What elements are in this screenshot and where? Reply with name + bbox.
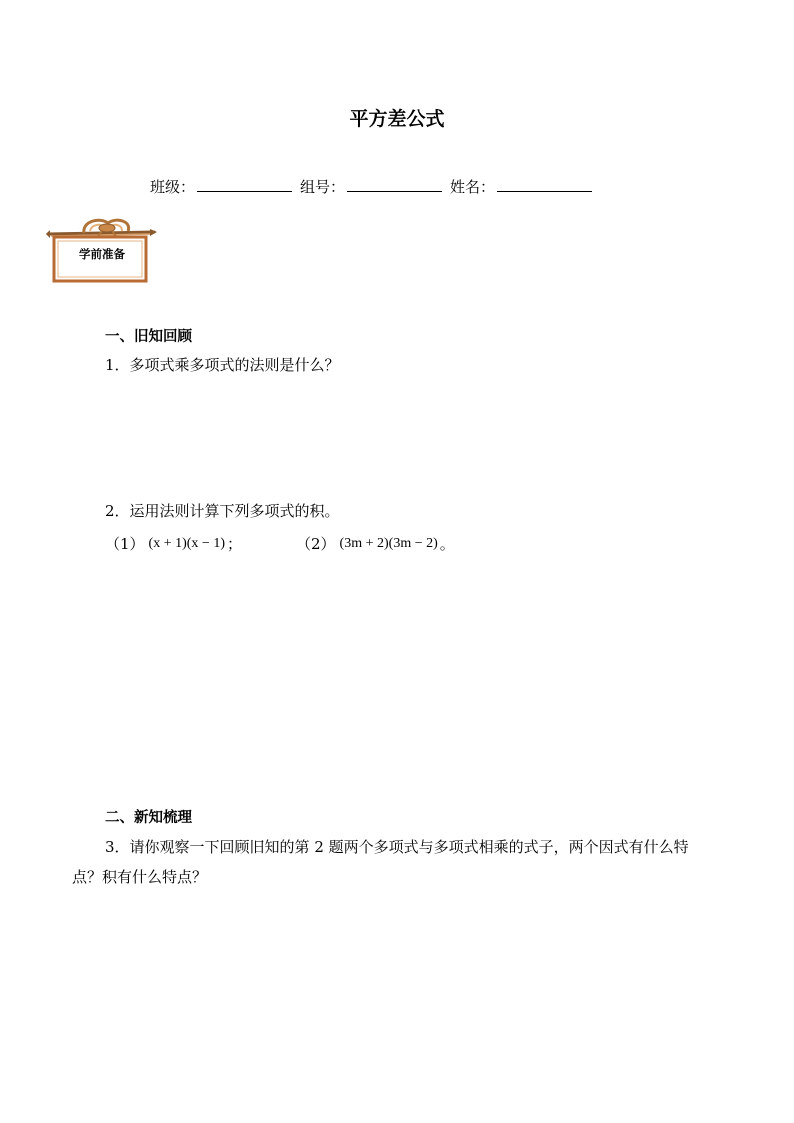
page-title: 平方差公式: [349, 108, 445, 130]
problem-1-expression: (x + 1)(x − 1): [148, 535, 225, 551]
problem-2-expression: (3m + 2)(3m − 2): [339, 535, 438, 551]
student-info-row: [150, 176, 600, 197]
group-blank[interactable]: [347, 177, 442, 192]
question-3-line-2: 点？积有什么特点？: [72, 868, 208, 886]
question-1: 1．多项式乘多项式的法则是什么？: [105, 356, 340, 374]
class-label: 班级：: [150, 178, 196, 196]
problem-1-end: ；: [227, 535, 243, 553]
group-label: 组号：: [300, 178, 346, 196]
problem-2-end: 。: [439, 535, 455, 553]
problem-2: [296, 533, 455, 554]
section-heading-review: 一、旧知回顾: [105, 328, 192, 345]
badge-label: 学前准备: [79, 247, 125, 261]
section-heading-new: 二、新知梳理: [105, 809, 192, 826]
name-blank[interactable]: [497, 177, 592, 192]
problem-1-label: （1）: [105, 535, 145, 553]
name-label: 姓名：: [450, 178, 496, 196]
problem-1: [105, 533, 242, 554]
question-3-line-1: 3．请你观察一下回顾旧知的第 2 题两个多项式与多项式相乘的式子，两个因式有什么特: [105, 838, 689, 856]
problem-2-label: （2）: [296, 535, 336, 553]
question-2: 2．运用法则计算下列多项式的积。: [105, 502, 340, 520]
section-badge: [46, 213, 158, 285]
class-blank[interactable]: [197, 177, 292, 192]
